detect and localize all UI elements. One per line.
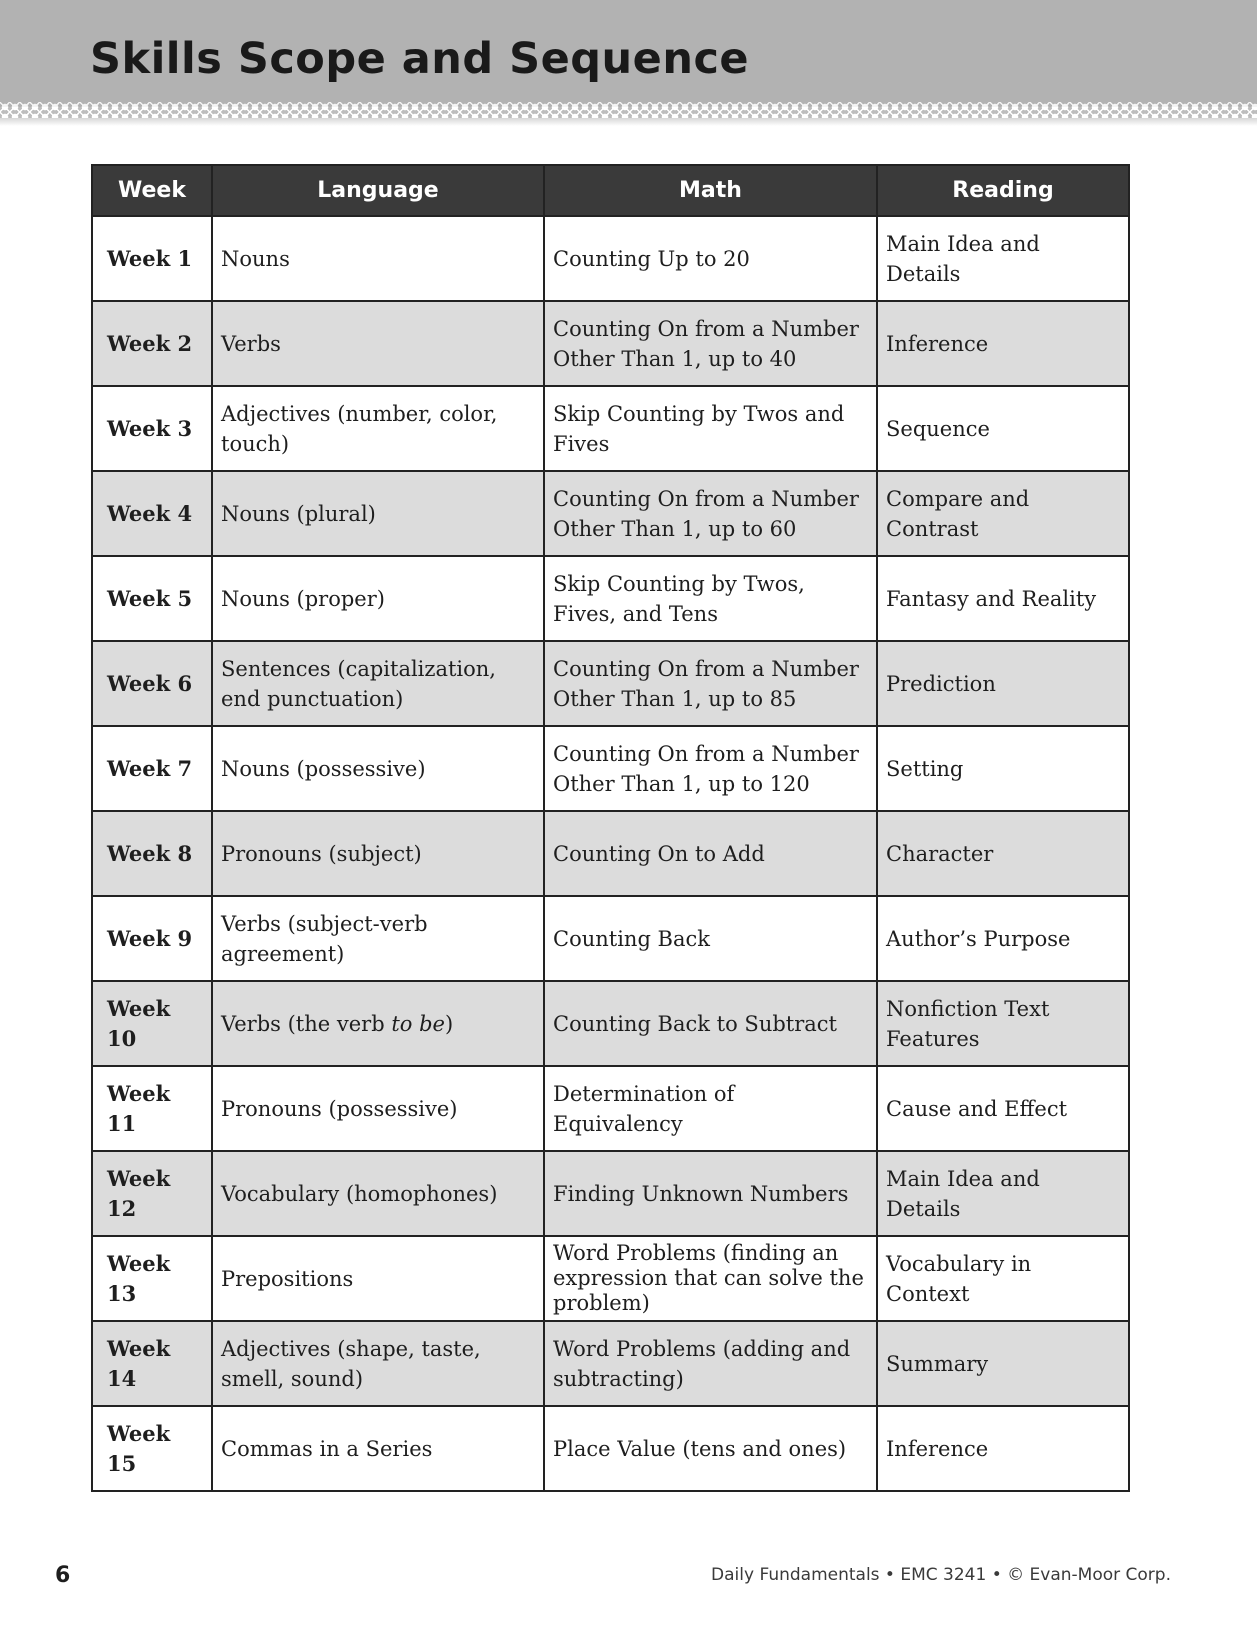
table-row <box>92 726 1129 811</box>
week-cell: Week 10 <box>92 981 212 1066</box>
math-cell: Counting On from a Number Other Than 1, up to 85 <box>544 641 877 726</box>
table-row <box>92 1321 1129 1406</box>
reading-cell: Character <box>877 811 1129 896</box>
language-cell: Adjectives (shape, taste, smell, sound) <box>212 1321 544 1406</box>
reading-cell: Fantasy and Reality <box>877 556 1129 641</box>
reading-cell: Main Idea and Details <box>877 1151 1129 1236</box>
language-cell: Commas in a Series <box>212 1406 544 1491</box>
column-header-reading: Reading <box>877 165 1129 216</box>
language-cell: Vocabulary (homophones) <box>212 1151 544 1236</box>
week-cell: Week 8 <box>92 811 212 896</box>
math-cell: Counting On from a Number Other Than 1, up to 60 <box>544 471 877 556</box>
math-cell: Finding Unknown Numbers <box>544 1151 877 1236</box>
reading-cell: Inference <box>877 301 1129 386</box>
language-cell: Verbs <box>212 301 544 386</box>
math-cell: Word Problems (finding an expression that can solve the problem) <box>544 1236 877 1321</box>
reading-cell: Compare and Contrast <box>877 471 1129 556</box>
reading-cell: Sequence <box>877 386 1129 471</box>
language-cell: Adjectives (number, color, touch) <box>212 386 544 471</box>
reading-cell: Vocabulary in Context <box>877 1236 1129 1321</box>
table-row <box>92 641 1129 726</box>
week-cell: Week 6 <box>92 641 212 726</box>
week-cell: Week 12 <box>92 1151 212 1236</box>
reading-cell: Summary <box>877 1321 1129 1406</box>
table-header-row <box>92 165 1129 216</box>
language-cell: Pronouns (possessive) <box>212 1066 544 1151</box>
header-fade <box>0 118 1257 126</box>
math-cell: Counting On from a Number Other Than 1, up to 120 <box>544 726 877 811</box>
math-cell: Skip Counting by Twos and Fives <box>544 386 877 471</box>
table-row <box>92 1066 1129 1151</box>
table-row <box>92 386 1129 471</box>
language-cell: Nouns (proper) <box>212 556 544 641</box>
language-cell: Prepositions <box>212 1236 544 1321</box>
week-cell: Week 4 <box>92 471 212 556</box>
reading-cell: Setting <box>877 726 1129 811</box>
reading-cell: Inference <box>877 1406 1129 1491</box>
week-cell: Week 15 <box>92 1406 212 1491</box>
reading-cell: Cause and Effect <box>877 1066 1129 1151</box>
language-cell <box>212 981 544 1066</box>
table-row <box>92 1236 1129 1321</box>
language-cell: Verbs (subject-verb agreement) <box>212 896 544 981</box>
language-cell: Nouns (possessive) <box>212 726 544 811</box>
math-cell: Counting On to Add <box>544 811 877 896</box>
column-header-language: Language <box>212 165 544 216</box>
math-cell: Place Value (tens and ones) <box>544 1406 877 1491</box>
table-row <box>92 556 1129 641</box>
math-cell: Counting Back <box>544 896 877 981</box>
math-cell: Counting Back to Subtract <box>544 981 877 1066</box>
math-cell: Counting On from a Number Other Than 1, up to 40 <box>544 301 877 386</box>
math-cell: Word Problems (adding and subtracting) <box>544 1321 877 1406</box>
week-cell: Week 14 <box>92 1321 212 1406</box>
math-cell: Skip Counting by Twos, Fives, and Tens <box>544 556 877 641</box>
table-row <box>92 1406 1129 1491</box>
week-cell: Week 1 <box>92 216 212 301</box>
reading-cell: Author’s Purpose <box>877 896 1129 981</box>
page-title: Skills Scope and Sequence <box>90 34 750 84</box>
language-cell: Nouns <box>212 216 544 301</box>
table-row <box>92 216 1129 301</box>
column-header-math: Math <box>544 165 877 216</box>
skills-table <box>91 164 1130 1492</box>
language-text-prefix: Verbs (the verb <box>221 1011 392 1036</box>
reading-cell: Prediction <box>877 641 1129 726</box>
math-cell: Determination of Equivalency <box>544 1066 877 1151</box>
week-cell: Week 5 <box>92 556 212 641</box>
reading-cell: Nonfiction Text Features <box>877 981 1129 1066</box>
language-text-italic: to be <box>391 1011 445 1036</box>
language-cell: Nouns (plural) <box>212 471 544 556</box>
week-cell: Week 3 <box>92 386 212 471</box>
column-header-week: Week <box>92 165 212 216</box>
language-cell: Pronouns (subject) <box>212 811 544 896</box>
table-row <box>92 981 1129 1066</box>
table-row <box>92 301 1129 386</box>
math-cell: Counting Up to 20 <box>544 216 877 301</box>
week-cell: Week 11 <box>92 1066 212 1151</box>
language-text-suffix: ) <box>444 1011 454 1036</box>
table-row <box>92 811 1129 896</box>
week-cell: Week 7 <box>92 726 212 811</box>
week-cell: Week 9 <box>92 896 212 981</box>
page-number: 6 <box>55 1563 71 1588</box>
language-cell: Sentences (capitalization, end punctuation) <box>212 641 544 726</box>
table-row <box>92 1151 1129 1236</box>
week-cell: Week 13 <box>92 1236 212 1321</box>
footer-credit: Daily Fundamentals • EMC 3241 • © Evan-Moor Corp. <box>711 1565 1171 1585</box>
week-cell: Week 2 <box>92 301 212 386</box>
table-row <box>92 471 1129 556</box>
reading-cell: Main Idea and Details <box>877 216 1129 301</box>
table-row <box>92 896 1129 981</box>
